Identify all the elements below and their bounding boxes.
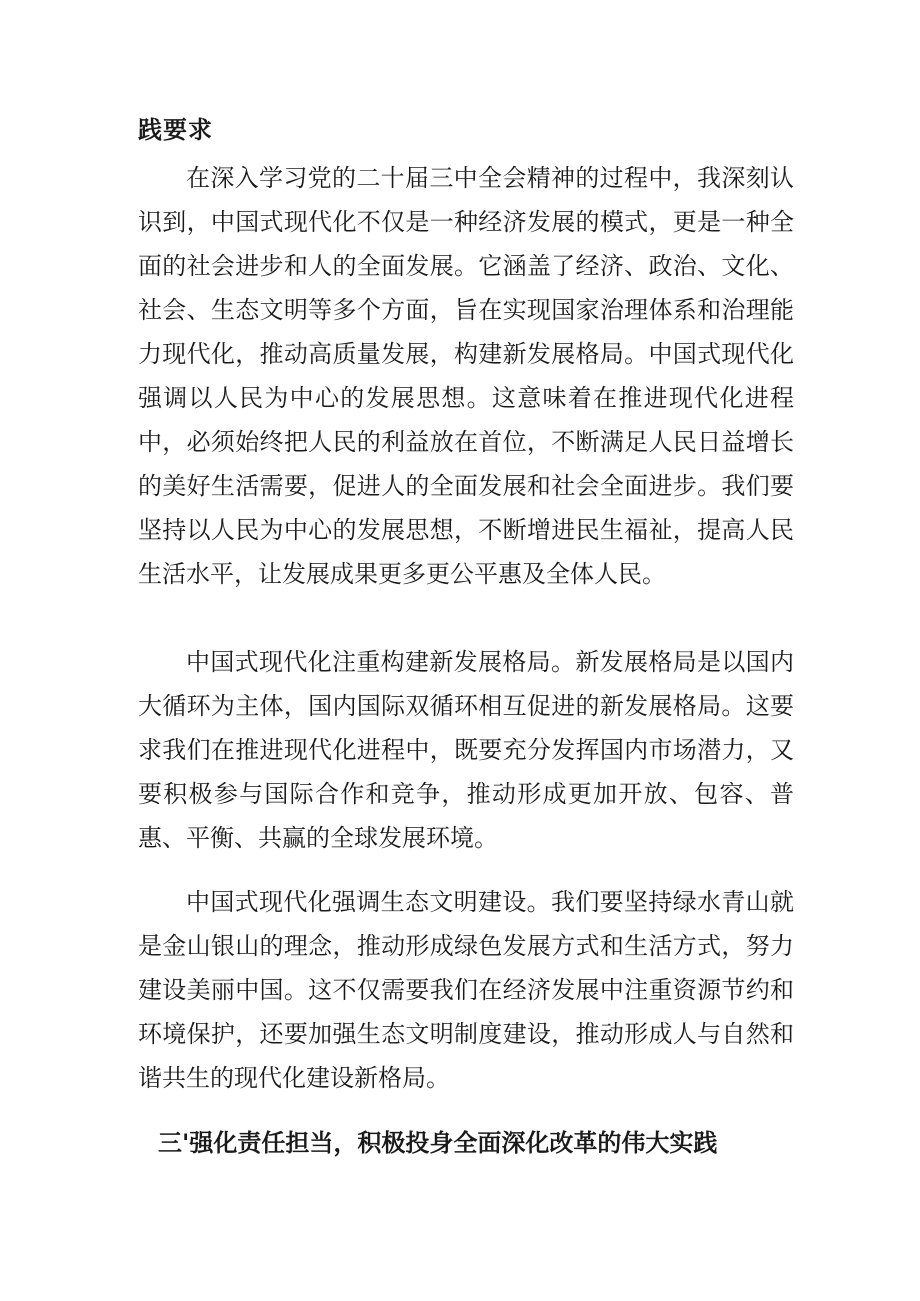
paragraph-ecological-civilization: 中国式现代化强调生态文明建设。我们要坚持绿水青山就是金山银山的理念，推动形成绿色发展方式和生活方式，努力建设美丽中国。这不仅需要我们在经济发展中注重资源节约和环境保护，还要加强生态文明制度建设，推动形成人与自然和谐共生的现代化建设新格局。 [138,888,794,1092]
paragraph-new-development-pattern: 中国式现代化注重构建新发展格局。新发展格局是以国内大循环为主体，国内国际双循环相互促进的新发展格局。这要求我们在推进现代化进程中，既要充分发挥国内市场潜力，又要积极参与国际合作和竞争，推动形成更加开放、包容、普惠、平衡、共赢的全球发展环境。 [138,648,794,852]
section-heading-three: 三'强化责任担当，积极投身全面深化改革的伟大实践 [158,1129,718,1157]
paragraph-people-centered: 在深入学习党的二十届三中全会精神的过程中，我深刻认识到，中国式现代化不仅是一种经济发展的模式，更是一种全面的社会进步和人的全面发展。它涵盖了经济、政治、文化、社会、生态文明等多个方面，旨在实现国家治理体系和治理能力现代化，推动高质量发展，构建新发展格局。中国式现代化强调以人民为中心的发展思想。这意味着在推进现代化进程中，必须始终把人民的利益放在首位，不断满足人民日益增长的美好生活需要，促进人的全面发展和社会全面进步。我们要坚持以人民为中心的发展思想，不断增进民生福祉，提高人民生活水平，让发展成果更多更公平惠及全体人民。 [138,164,794,588]
heading-continued: 践要求 [138,116,213,144]
